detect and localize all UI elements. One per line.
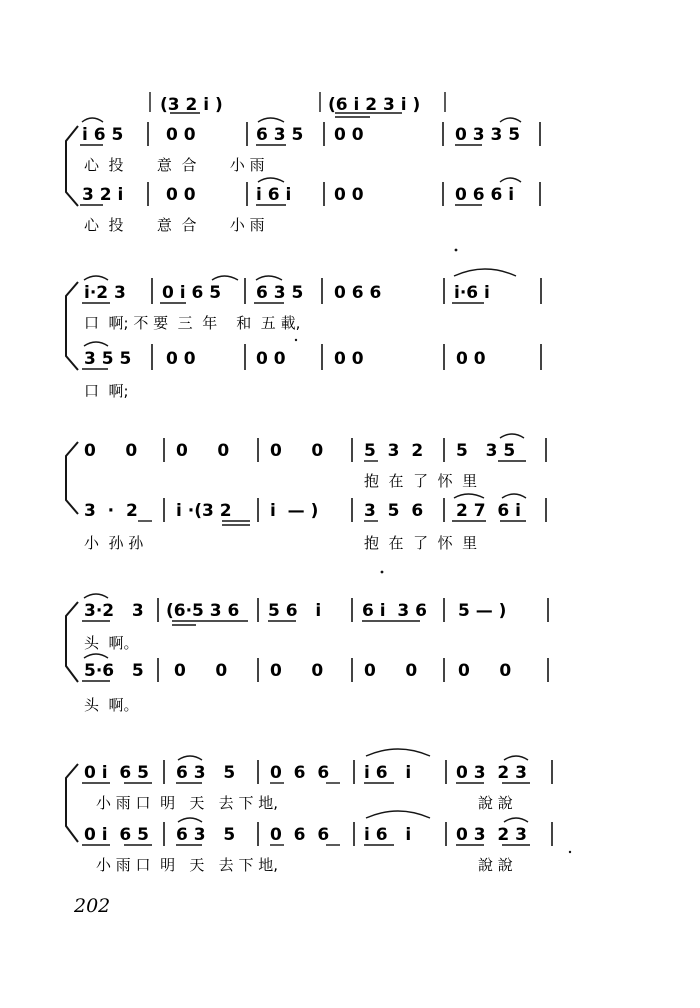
lower-bar-1: 5·6 5 [84, 661, 144, 681]
above-phrase-2: (6 i 2 3 i ) [328, 95, 421, 115]
upper-bar-3: 0 6 6 [270, 763, 330, 783]
lower-bar-5: 0 6 6 i [455, 185, 515, 205]
lower-bar-3: 0 0 [256, 349, 286, 369]
lower-bar-1: 3 2 i [82, 185, 124, 205]
lower-bar-4: 3 5 6 [364, 501, 424, 521]
system-brace [66, 282, 78, 370]
upper-bar-5: 0 3 2 3 [456, 763, 527, 783]
lower-bar-3: i — ) [270, 501, 319, 521]
lower-lyrics: 头 啊。 [84, 696, 139, 714]
lower-bar-2: 0 0 [166, 185, 196, 205]
upper-bar-3: 6 3 5 [256, 283, 304, 303]
lower-bar-2: 0 0 [174, 661, 228, 681]
upper-lyrics: 口 啊; 不 要 三 年 和 五 載, [84, 314, 301, 332]
lower-bar-5: 0 3 2 3 [456, 825, 527, 845]
upper-bar-1: 3·2 3 [84, 601, 144, 621]
upper-bar-1: i·2 3 [84, 283, 126, 303]
system-brace [66, 442, 78, 514]
upper-lyrics: 头 啊。 [84, 634, 139, 652]
system-brace [66, 764, 78, 842]
upper-bar-3: 5 6 i [268, 601, 322, 621]
lower-bar-4: 0 0 [334, 185, 364, 205]
lower-lyrics: 口 啊; [84, 382, 129, 400]
system-brace [66, 602, 78, 682]
lower-lyrics-left: 小 雨 口 明 天 去 下 地, [96, 856, 278, 874]
upper-bar-3: 6 3 5 [256, 125, 304, 145]
lower-bar-4: 0 0 [364, 661, 418, 681]
upper-lyrics-right: 說 說 [478, 794, 513, 812]
lower-bar-2: 6 3 5 [176, 825, 236, 845]
above-phrase-1: (3 2 i ) [160, 95, 223, 115]
system-2 [66, 269, 541, 400]
upper-bar-1: 0 0 [84, 441, 138, 461]
upper-lyrics: 抱 在 了 怀 里 [364, 472, 478, 490]
upper-bar-5: 0 3 3 5 [455, 125, 521, 145]
upper-bar-4: 5 3 2 [364, 441, 424, 461]
upper-lyrics: 心 投 意 合 小 雨 [84, 156, 265, 174]
system-1 [66, 92, 540, 234]
upper-bar-1: 0 i 6 5 [84, 763, 149, 783]
upper-bar-2: (6·5 3 6 [166, 601, 240, 621]
lower-bar-1: 3 5 5 [84, 349, 132, 369]
system-3 [66, 434, 546, 552]
upper-bar-5: i·6 i [454, 283, 490, 303]
lower-lyrics-right: 說 說 [478, 856, 513, 874]
lower-bar-5: 0 0 [456, 349, 486, 369]
lower-bar-2: 0 0 [166, 349, 196, 369]
page-number: 202 [74, 895, 111, 917]
lower-bar-4: i 6 i [364, 825, 412, 845]
upper-bar-3: 0 0 [270, 441, 324, 461]
lower-bar-3: 0 6 6 [270, 825, 330, 845]
lower-bar-5: 0 0 [458, 661, 512, 681]
upper-lyrics-left: 小 雨 口 明 天 去 下 地, [96, 794, 278, 812]
lower-bar-1: 3 · 2 [84, 501, 138, 521]
system-5 [66, 749, 552, 874]
upper-bar-4: 6 i 3 6 [362, 601, 427, 621]
upper-bar-5: 5 — ) [458, 601, 507, 621]
upper-bar-4: 0 6 6 [334, 283, 382, 303]
upper-bar-4: 0 0 [334, 125, 364, 145]
lower-bar-3: i 6 i [256, 185, 292, 205]
upper-bar-5: 5 3 5 [456, 441, 516, 461]
lower-lyrics-left: 小 孙 孙 [84, 534, 144, 552]
upper-bar-2: 6 3 5 [176, 763, 236, 783]
lower-bar-1: 0 i 6 5 [84, 825, 149, 845]
lower-bar-5: 2 7 6 i [456, 501, 521, 521]
lower-lyrics-right: 抱 在 了 怀 里 [364, 534, 478, 552]
upper-bar-2: 0 0 [176, 441, 230, 461]
lower-bar-3: 0 0 [270, 661, 324, 681]
upper-bar-2: 0 i 6 5 [162, 283, 222, 303]
upper-bar-2: 0 0 [166, 125, 196, 145]
upper-bar-1: i 6 5 [82, 125, 124, 145]
system-brace [66, 126, 78, 206]
lower-bar-4: 0 0 [334, 349, 364, 369]
lower-bar-2: i ·(3 2 [176, 501, 232, 521]
lower-lyrics: 心 投 意 合 小 雨 [84, 216, 265, 234]
system-4 [66, 594, 548, 714]
upper-bar-4: i 6 i [364, 763, 412, 783]
